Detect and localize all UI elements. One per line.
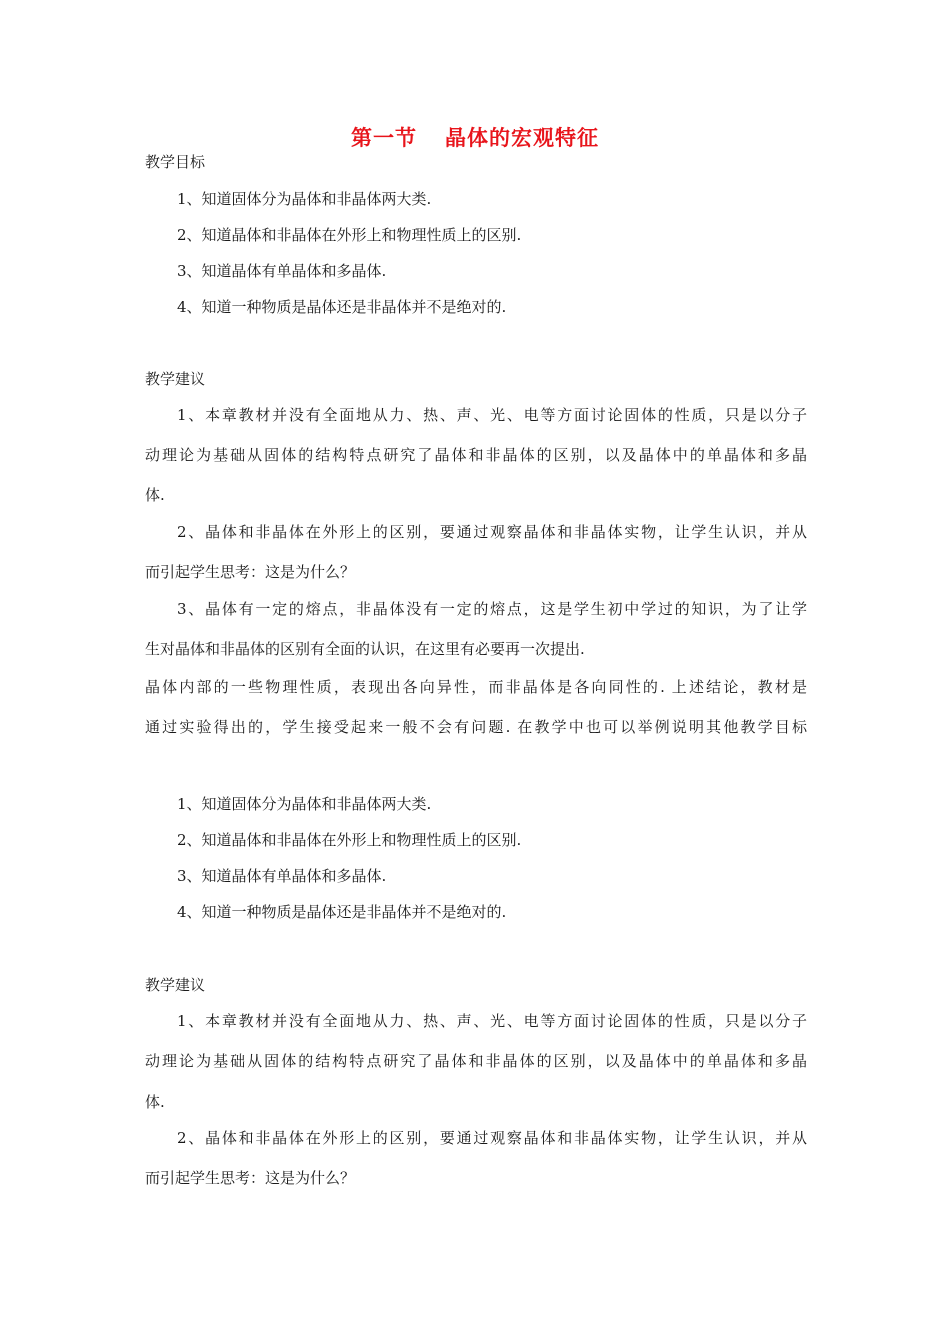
page-title <box>0 122 950 152</box>
paragraph-line: 动理论为基础从固体的结构特点研究了晶体和非晶体的区别，以及晶体中的单晶体和多晶 <box>145 1052 807 1070</box>
paragraph-line: 2、晶体和非晶体在外形上的区别，要通过观察晶体和非晶体实物，让学生认识，并从 <box>177 1129 807 1147</box>
objective-item: 1、知道固体分为晶体和非晶体两大类. <box>177 190 432 208</box>
paragraph-line: 动理论为基础从固体的结构特点研究了晶体和非晶体的区别，以及晶体中的单晶体和多晶 <box>145 446 807 464</box>
paragraph-line: 1、本章教材并没有全面地从力、热、声、光、电等方面讨论固体的性质，只是以分子 <box>177 1012 807 1030</box>
paragraph-line: 而引起学生思考：这是为什么？ <box>145 563 356 581</box>
objective-item: 3、知道晶体有单晶体和多晶体. <box>177 867 387 885</box>
objective-item: 3、知道晶体有单晶体和多晶体. <box>177 262 387 280</box>
paragraph-line: 2、晶体和非晶体在外形上的区别，要通过观察晶体和非晶体实物，让学生认识，并从 <box>177 523 807 541</box>
objective-item: 4、知道一种物质是晶体还是非晶体并不是绝对的. <box>177 298 507 316</box>
paragraph-line: 生对晶体和非晶体的区别有全面的认识，在这里有必要再一次提出. <box>145 640 585 658</box>
paragraph-line: 通过实验得出的，学生接受起来一般不会有问题. 在教学中也可以举例说明其他教学目标 <box>145 718 807 736</box>
title-section-number: 第一节 <box>351 125 417 150</box>
section-heading-suggestions: 教学建议 <box>145 370 206 388</box>
title-text: 晶体的宏观特征 <box>445 125 599 150</box>
objective-item: 2、知道晶体和非晶体在外形上和物理性质上的区别. <box>177 831 522 849</box>
paragraph-line: 而引起学生思考：这是为什么？ <box>145 1169 356 1187</box>
paragraph-line: 体. <box>145 1093 165 1111</box>
paragraph-line: 3、晶体有一定的熔点，非晶体没有一定的熔点，这是学生初中学过的知识，为了让学 <box>177 600 807 618</box>
paragraph-line: 1、本章教材并没有全面地从力、热、声、光、电等方面讨论固体的性质，只是以分子 <box>177 406 807 424</box>
paragraph-line: 晶体内部的一些物理性质，表现出各向异性，而非晶体是各向同性的. 上述结论，教材是 <box>145 678 807 696</box>
objective-item: 4、知道一种物质是晶体还是非晶体并不是绝对的. <box>177 903 507 921</box>
section-heading-objectives: 教学目标 <box>145 153 206 171</box>
paragraph-line: 体. <box>145 486 165 504</box>
section-heading-suggestions: 教学建议 <box>145 976 206 994</box>
objective-item: 1、知道固体分为晶体和非晶体两大类. <box>177 795 432 813</box>
objective-item: 2、知道晶体和非晶体在外形上和物理性质上的区别. <box>177 226 522 244</box>
